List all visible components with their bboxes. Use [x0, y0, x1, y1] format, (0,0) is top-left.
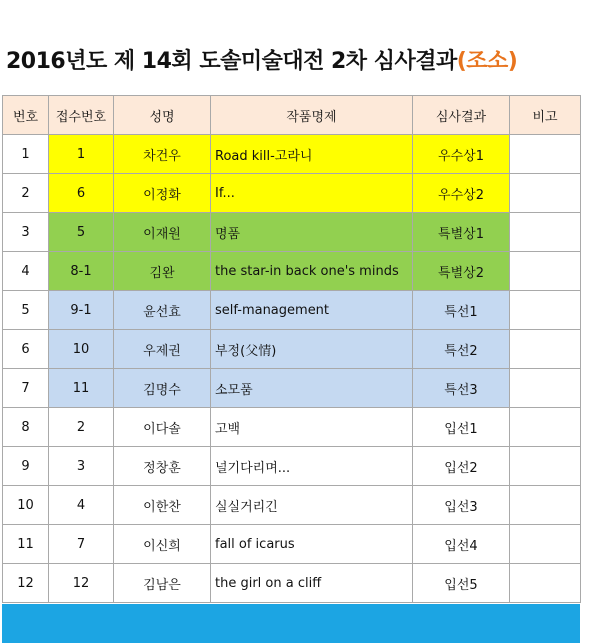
- cell-reg-no: 9-1: [49, 291, 114, 330]
- cell-reg-no: 4: [49, 486, 114, 525]
- header-no: 번호: [3, 96, 49, 135]
- table-row: [3, 330, 581, 369]
- page-title-main: 2016년도 제 14회 도솔미술대전 2차 심사결과: [6, 49, 457, 74]
- cell-no: 7: [3, 369, 49, 408]
- header-name: 성명: [114, 96, 211, 135]
- cell-reg-no: 2: [49, 408, 114, 447]
- cell-name: 이한찬: [114, 486, 211, 525]
- cell-no: 6: [3, 330, 49, 369]
- results-table: [2, 95, 581, 603]
- cell-reg-no: 8-1: [49, 252, 114, 291]
- cell-no: 8: [3, 408, 49, 447]
- table-header-row: [3, 96, 581, 135]
- table-row: [3, 447, 581, 486]
- cell-note: [510, 135, 581, 174]
- cell-name: 이신희: [114, 525, 211, 564]
- cell-work-title: self-management: [211, 291, 413, 330]
- cell-result: 특별상1: [413, 213, 510, 252]
- cell-work-title: 부정(父情): [211, 330, 413, 369]
- cell-name: 김완: [114, 252, 211, 291]
- cell-work-title: 명품: [211, 213, 413, 252]
- cell-result: 특선1: [413, 291, 510, 330]
- cell-no: 11: [3, 525, 49, 564]
- cell-no: 12: [3, 564, 49, 603]
- cell-note: [510, 447, 581, 486]
- cell-result: 특별상2: [413, 252, 510, 291]
- cell-note: [510, 564, 581, 603]
- cell-no: 9: [3, 447, 49, 486]
- cell-name: 이다솔: [114, 408, 211, 447]
- cell-note: [510, 252, 581, 291]
- cell-note: [510, 369, 581, 408]
- table-row: [3, 252, 581, 291]
- cell-note: [510, 291, 581, 330]
- cell-result: 입선1: [413, 408, 510, 447]
- cell-result: 우수상1: [413, 135, 510, 174]
- cell-name: 우제권: [114, 330, 211, 369]
- table-row: [3, 525, 581, 564]
- table-row: [3, 408, 581, 447]
- cell-work-title: Road kill-고라니: [211, 135, 413, 174]
- cell-reg-no: 5: [49, 213, 114, 252]
- cell-reg-no: 10: [49, 330, 114, 369]
- cell-note: [510, 486, 581, 525]
- cell-note: [510, 525, 581, 564]
- cell-work-title: fall of icarus: [211, 525, 413, 564]
- cell-work-title: If...: [211, 174, 413, 213]
- table-row: [3, 291, 581, 330]
- cell-name: 김명수: [114, 369, 211, 408]
- cell-no: 4: [3, 252, 49, 291]
- cell-work-title: 널기다리며...: [211, 447, 413, 486]
- cell-note: [510, 408, 581, 447]
- cell-result: 입선3: [413, 486, 510, 525]
- cell-name: 이정화: [114, 174, 211, 213]
- footer-band: [2, 604, 580, 643]
- cell-work-title: 실실거리긴: [211, 486, 413, 525]
- cell-reg-no: 11: [49, 369, 114, 408]
- cell-work-title: the star-in back one's minds: [211, 252, 413, 291]
- cell-result: 입선2: [413, 447, 510, 486]
- cell-name: 김남은: [114, 564, 211, 603]
- cell-reg-no: 1: [49, 135, 114, 174]
- cell-name: 차건우: [114, 135, 211, 174]
- cell-note: [510, 174, 581, 213]
- cell-result: 우수상2: [413, 174, 510, 213]
- header-result: 심사결과: [413, 96, 510, 135]
- cell-reg-no: 12: [49, 564, 114, 603]
- header-work-title: 작품명제: [211, 96, 413, 135]
- cell-note: [510, 213, 581, 252]
- cell-no: 5: [3, 291, 49, 330]
- cell-no: 1: [3, 135, 49, 174]
- table-row: [3, 486, 581, 525]
- cell-result: 특선2: [413, 330, 510, 369]
- table-row: [3, 564, 581, 603]
- header-reg-no: 접수번호: [49, 96, 114, 135]
- table-row: [3, 174, 581, 213]
- cell-no: 10: [3, 486, 49, 525]
- cell-work-title: 소모품: [211, 369, 413, 408]
- cell-work-title: 고백: [211, 408, 413, 447]
- cell-result: 특선3: [413, 369, 510, 408]
- page-title: [6, 42, 517, 82]
- cell-no: 3: [3, 213, 49, 252]
- cell-note: [510, 330, 581, 369]
- cell-name: 윤선효: [114, 291, 211, 330]
- cell-result: 입선4: [413, 525, 510, 564]
- cell-name: 정창훈: [114, 447, 211, 486]
- cell-name: 이재원: [114, 213, 211, 252]
- table-row: [3, 213, 581, 252]
- page-title-suffix: (조소): [456, 49, 518, 74]
- cell-reg-no: 7: [49, 525, 114, 564]
- cell-reg-no: 6: [49, 174, 114, 213]
- table-row: [3, 369, 581, 408]
- table-row: [3, 135, 581, 174]
- header-note: 비고: [510, 96, 581, 135]
- cell-result: 입선5: [413, 564, 510, 603]
- cell-work-title: the girl on a cliff: [211, 564, 413, 603]
- cell-reg-no: 3: [49, 447, 114, 486]
- cell-no: 2: [3, 174, 49, 213]
